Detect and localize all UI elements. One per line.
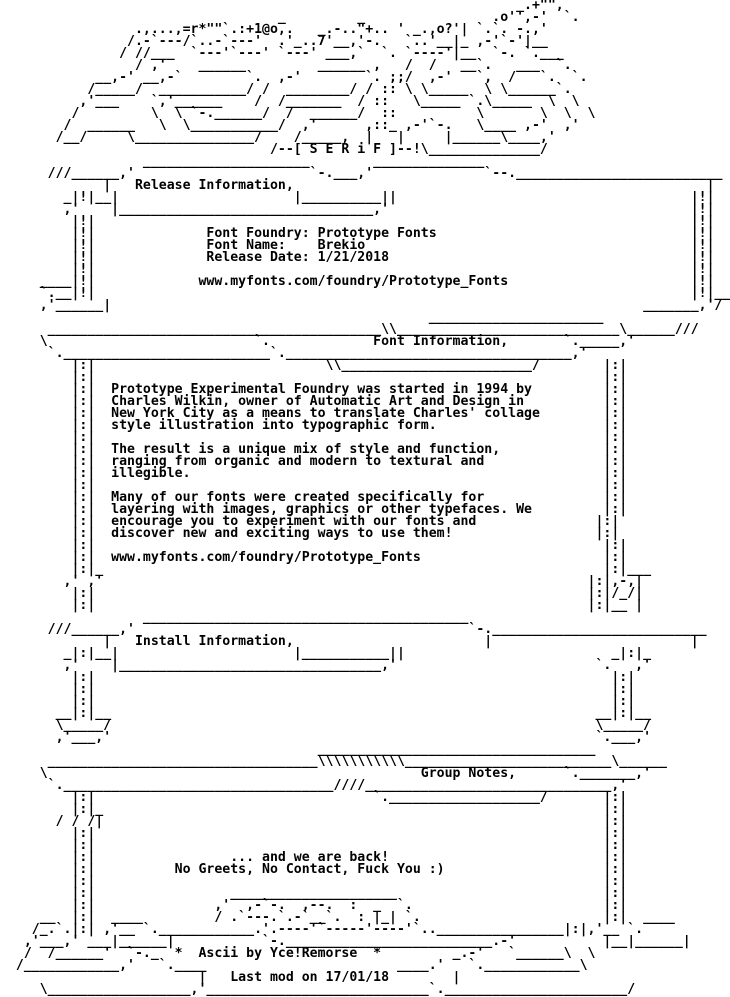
nfo-line: |:| encourage you to experiment with our fonts and |:|: [0, 514, 620, 529]
nfo-line: \__________________,'____________________________`._______________________/: [0, 982, 636, 997]
nfo-line: | Last mod on 17/01/18 |: [0, 970, 461, 985]
nfo-line: |:| ,' ,-`-. ,--. : _ `. |:|: [0, 898, 628, 913]
nfo-line: |:| |:|: [0, 694, 636, 709]
nfo-line: /____________,' `.____ ____.' `.____________\: [0, 958, 588, 973]
nfo-line: __|:|__ __|:|__: [0, 706, 652, 721]
nfo-line: `.__|!| |!|__: [0, 286, 730, 301]
nfo-line: \ Group Notes, `._______,': [0, 766, 652, 781]
nfo-line: |:| illegible. |:|: [0, 466, 628, 481]
nfo-line: |:| |:|: [0, 682, 636, 697]
nfo-line: |:| Charles Wilkin, owner of Automatic Art and Design in |:|: [0, 394, 628, 409]
nfo-line: |:| |:|: [0, 874, 628, 889]
nfo-line: |:| No Greets, No Contact, Fuck You :) |:|: [0, 862, 628, 877]
nfo-line: |!| |!|: [0, 262, 715, 277]
nfo-line: ___________________________________: [0, 742, 596, 757]
nfo-line: |:| |:|: [0, 478, 628, 493]
nfo-line: |:| The result is a unique mix of style and function, |:|: [0, 442, 628, 457]
nfo-line: ///______,' `-.___________________________: [0, 622, 707, 637]
nfo-line: /.-`---/`..-`---' .'_..7'__,'-. `..'__|_ ,-'`-'|__: [0, 34, 548, 49]
nfo-line: |!| Font Name: Brekio |!|: [0, 238, 715, 253]
nfo-line: |:| Many of our fonts were created specifically for |:|: [0, 490, 628, 505]
nfo-line: ,'______| _______,'/: [0, 298, 723, 313]
nfo-line: | Release Information, |: [0, 178, 715, 193]
nfo-line: .,...,=r*""`.:+1@o,. _.-.."+.. ' _.,o?'| `.`. -.,': [0, 22, 548, 37]
nfo-line: / / /| |:|: [0, 814, 628, 829]
nfo-line: ///______,' `-.___,' `--.__________________________: [0, 166, 723, 181]
nfo-line: / /______' `-._ * Ascii by Yce!Remorse * _.-' `______\ \: [0, 946, 596, 961]
nfo-line: |:| |:|: [0, 430, 628, 445]
nfo-line: \_____/ \_____/: [0, 718, 652, 733]
nfo-line: |:| `.___________________/ |:|: [0, 790, 628, 805]
nfo-line: ,'___,' `.___,': [0, 730, 652, 745]
nfo-line: / ______ \ \___________/ ,' ,::_ ,-'`-. \____ ,-' ,': [0, 118, 580, 133]
nfo-line: |!| Release Date: 1/21/2018 |!|: [0, 250, 715, 265]
nfo-line: / //___ `---'`---' `---' ___,` `. `----'|__ `-. `.___: [0, 46, 564, 61]
nfo-line: __ |:| ____ / .`---.`.-`__`. : |_| `. |:| ____: [0, 910, 675, 925]
nfo-line: ____|!| www.myfonts.com/foundry/Prototype_Fonts |!|: [0, 274, 715, 289]
nfo-line: _.+"",: [0, 0, 564, 13]
nfo-line: _ _ .o'',-' `.: [0, 10, 580, 25]
nfo-line: /_.`.|:| ,'__ `.____________.'.----'`-----'----'`..________________|:|,'__ `.: [0, 922, 644, 937]
nfo-line: /--[ S E R i F ]--!\______________/: [0, 142, 548, 157]
nfo-line: |:| |:|/_/|: [0, 586, 644, 601]
nfo-line: _|!|__| |__________|| |!|: [0, 190, 715, 205]
nfo-line: ,' ,' |:|,-,|: [0, 574, 644, 589]
nfo-line: |:|_ |:|___: [0, 562, 652, 577]
nfo-line: | Install Information, | |: [0, 634, 699, 649]
nfo-line: |!| Font Foundry: Prototype Fonts |!|: [0, 226, 715, 241]
nfo-line: _|:|__| |___________|| _|:|_: [0, 646, 652, 661]
nfo-line: |:| layering with images, graphics or other typefaces. We |:|: [0, 502, 628, 517]
nfo-line: /__/ \_______________/ /_____, | | |______\____,': [0, 130, 556, 145]
nfo-line: / ,' ______ ______ , / / __`. ___ `.: [0, 58, 572, 73]
nfo-line: |:| |:|: [0, 838, 628, 853]
nfo-line: / \ \ `-.______/ / ______/ :: \ \ \ \: [0, 106, 596, 121]
nfo-line: |:| Prototype Experimental Foundry was started in 1994 by |:|: [0, 382, 628, 397]
nfo-line: |:| discover new and exciting ways to use them! |:|: [0, 526, 620, 541]
nfo-line: |:| |:|: [0, 670, 636, 685]
nfo-line: __________________________________________\\____________________________\______///: [0, 322, 699, 337]
nfo-line: |:| ... and we are back! |:|: [0, 850, 628, 865]
nfo-line: |:| |:|__ |: [0, 598, 644, 613]
nfo-line: ,' |________________________________,' |!|: [0, 202, 715, 217]
nfo-line: ,'___,' ___|______| `-.__________________________.-' |__|______|: [0, 934, 691, 949]
nfo-line: |!| |!|: [0, 214, 715, 229]
nfo-line: |:| |:|: [0, 826, 628, 841]
nfo-line: |:| \\________________________/ |:|: [0, 358, 628, 373]
nfo-line: |:| www.myfonts.com/foundry/Prototype_Fonts |:|: [0, 550, 628, 565]
nfo-line: _________________________________________: [0, 610, 469, 625]
nfo-line: ,' |_________________________________,' `. ,': [0, 658, 652, 673]
nfo-line: __________________________________\\\\\\\\\\\__________________________\______: [0, 754, 667, 769]
nfo-line: `.__________________________`.____________________________________,': [0, 346, 588, 361]
nfo-line: |:| ranging from organic and modern to textural and |:|: [0, 454, 628, 469]
nfo-line: __,-' __,-` `. ,-' `. ;;/ ,-' `, / `. `.: [0, 70, 588, 85]
nfo-line: \ `. Font Information, `._____,': [0, 334, 636, 349]
nfo-line: /_____/ ___________/ / ________/ / :: \ \_____ \ \______`.: [0, 82, 572, 97]
nfo-line: _____________________ ______________: [0, 154, 485, 169]
nfo-line: ,'___ `,'______ / /_______ / :: \_____ `.\_____ \ \: [0, 94, 580, 109]
nfo-line: `.__________________________________////_______________________________,': [0, 778, 628, 793]
nfo-line: |:| |:|: [0, 370, 628, 385]
nfo-line: ______________________: [0, 310, 604, 325]
nfo-line: |:| |:|: [0, 538, 628, 553]
nfo-line: |:|_ |:|: [0, 802, 628, 817]
nfo-line: |:| _____________________ |:|: [0, 886, 628, 901]
nfo-line: |:| style illustration into typographic form. |:|: [0, 418, 628, 433]
nfo-line: |:| New York City as a means to translate Charles' collage |:|: [0, 406, 628, 421]
